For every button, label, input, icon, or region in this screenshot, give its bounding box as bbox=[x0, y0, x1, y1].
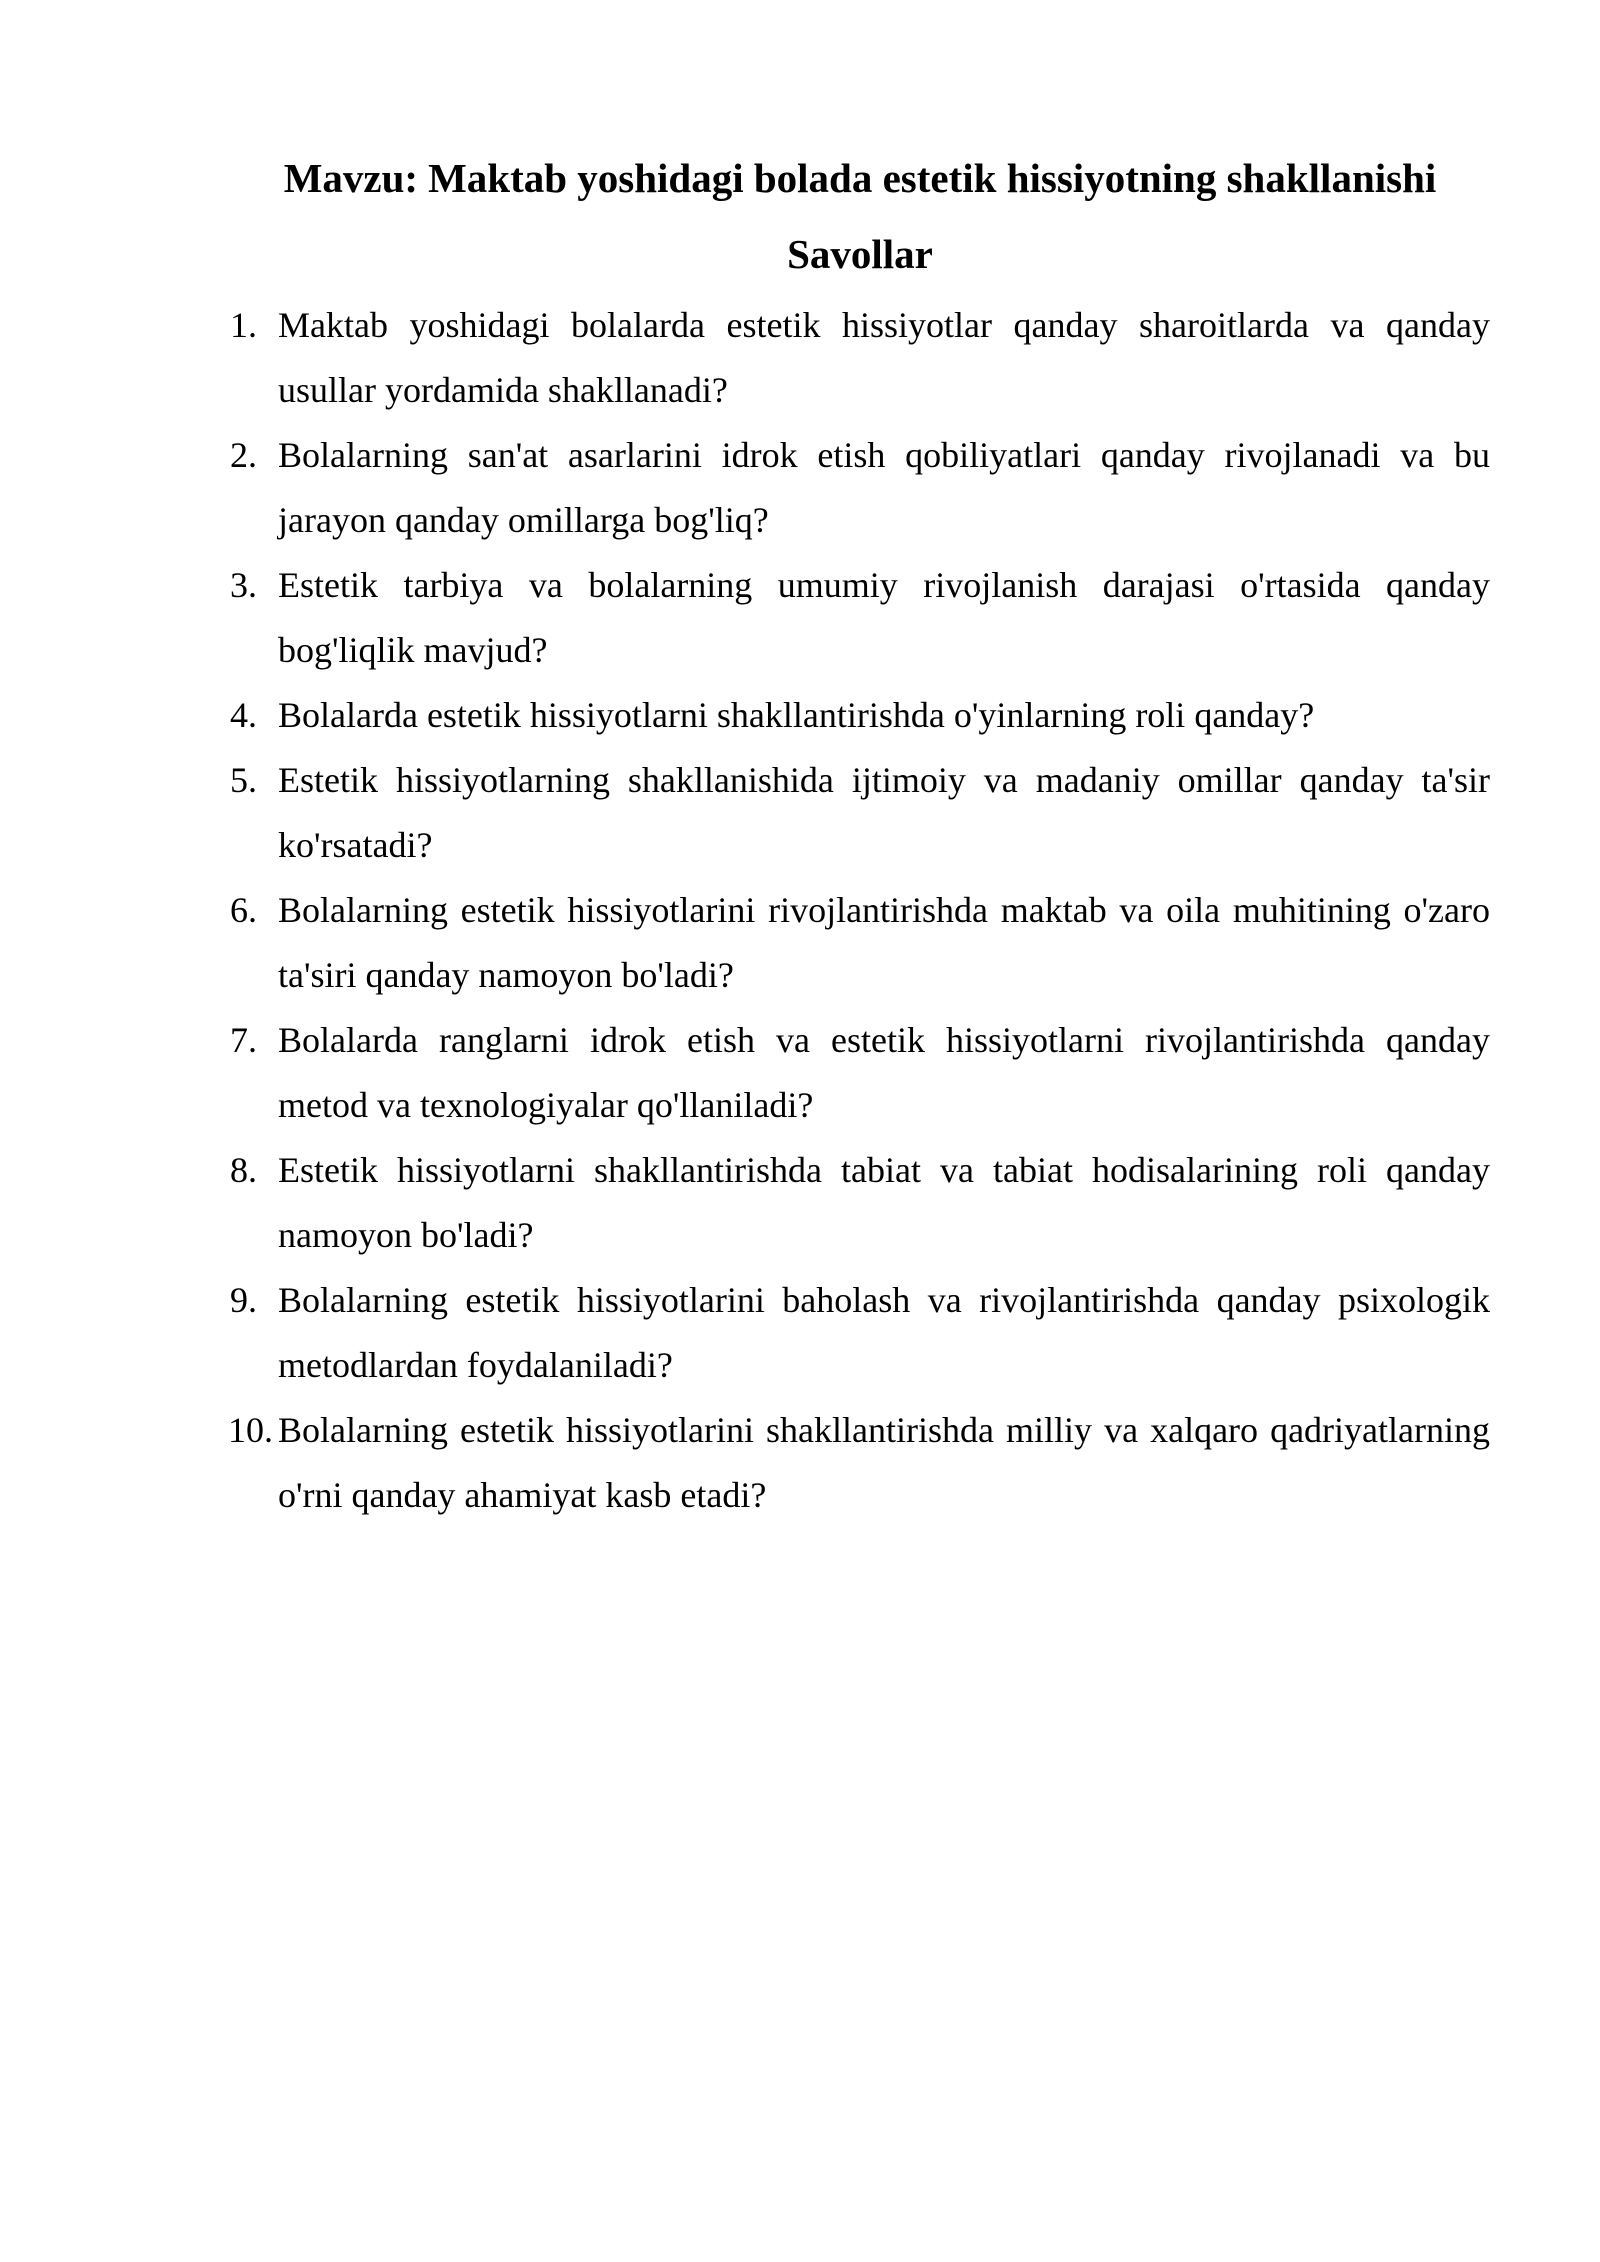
list-item-text: Estetik hissiyotlarni shakllantirishda tabiat va tabiat hodisalarining roli qanday namoyon bo'ladi? bbox=[278, 1150, 1490, 1255]
list-item bbox=[230, 1138, 1490, 1268]
question-list bbox=[230, 293, 1490, 1528]
list-item-number: 2. bbox=[230, 435, 257, 475]
list-item-text: Estetik hissiyotlarning shakllanishida ijtimoiy va madaniy omillar qanday ta'sir ko'rsatadi? bbox=[278, 760, 1490, 865]
list-item-number: 1. bbox=[230, 305, 257, 345]
list-item-text: Maktab yoshidagi bolalarda estetik hissiyotlar qanday sharoitlarda va qanday usullar yordamida shakllanadi? bbox=[278, 305, 1490, 410]
title-text: Maktab yoshidagi bolada estetik hissiyotning shakllanishi bbox=[428, 155, 1437, 201]
list-item bbox=[230, 293, 1490, 423]
list-item-text: Bolalarning estetik hissiyotlarini shakllantirishda milliy va xalqaro qadriyatlarning o'rni qanday ahamiyat kasb etadi? bbox=[278, 1410, 1490, 1515]
list-item-number: 6. bbox=[230, 890, 257, 930]
list-item-number: 4. bbox=[230, 695, 257, 735]
list-item-text: Bolalarning san'at asarlarini idrok etish qobiliyatlari qanday rivojlanadi va bu jarayon qanday omillarga bog'liq? bbox=[278, 435, 1490, 540]
list-item-number: 3. bbox=[230, 565, 257, 605]
list-item-text: Bolalarning estetik hissiyotlarini rivojlantirishda maktab va oila muhitining o'zaro ta'siri qanday namoyon bo'ladi? bbox=[278, 890, 1490, 995]
list-item bbox=[230, 683, 1490, 748]
list-item bbox=[230, 748, 1490, 878]
list-item bbox=[230, 878, 1490, 1008]
list-item-number: 5. bbox=[230, 760, 257, 800]
list-item bbox=[230, 1268, 1490, 1398]
list-item-text: Bolalarda estetik hissiyotlarni shakllantirishda o'yinlarning roli qanday? bbox=[278, 695, 1315, 735]
title-label: Mavzu: bbox=[283, 155, 419, 201]
list-item-text: Bolalarda ranglarni idrok etish va estetik hissiyotlarni rivojlantirishda qanday metod va texnologiyalar qo'llaniladi? bbox=[278, 1020, 1490, 1125]
list-item bbox=[230, 423, 1490, 553]
list-item-text: Bolalarning estetik hissiyotlarini baholash va rivojlantirishda qanday psixologik metodlardan foydalaniladi? bbox=[278, 1280, 1490, 1385]
list-item-number: 10. bbox=[228, 1410, 273, 1450]
list-item-number: 9. bbox=[230, 1280, 257, 1320]
section-heading: Savollar bbox=[787, 231, 933, 277]
list-item-number: 8. bbox=[230, 1150, 257, 1190]
list-item-text: Estetik tarbiya va bolalarning umumiy rivojlanish darajasi o'rtasida qanday bog'liqlik mavjud? bbox=[278, 565, 1490, 670]
list-item bbox=[230, 553, 1490, 683]
list-item-number: 7. bbox=[230, 1020, 257, 1060]
page-title bbox=[230, 146, 1490, 210]
list-item bbox=[230, 1398, 1490, 1528]
list-item bbox=[230, 1008, 1490, 1138]
